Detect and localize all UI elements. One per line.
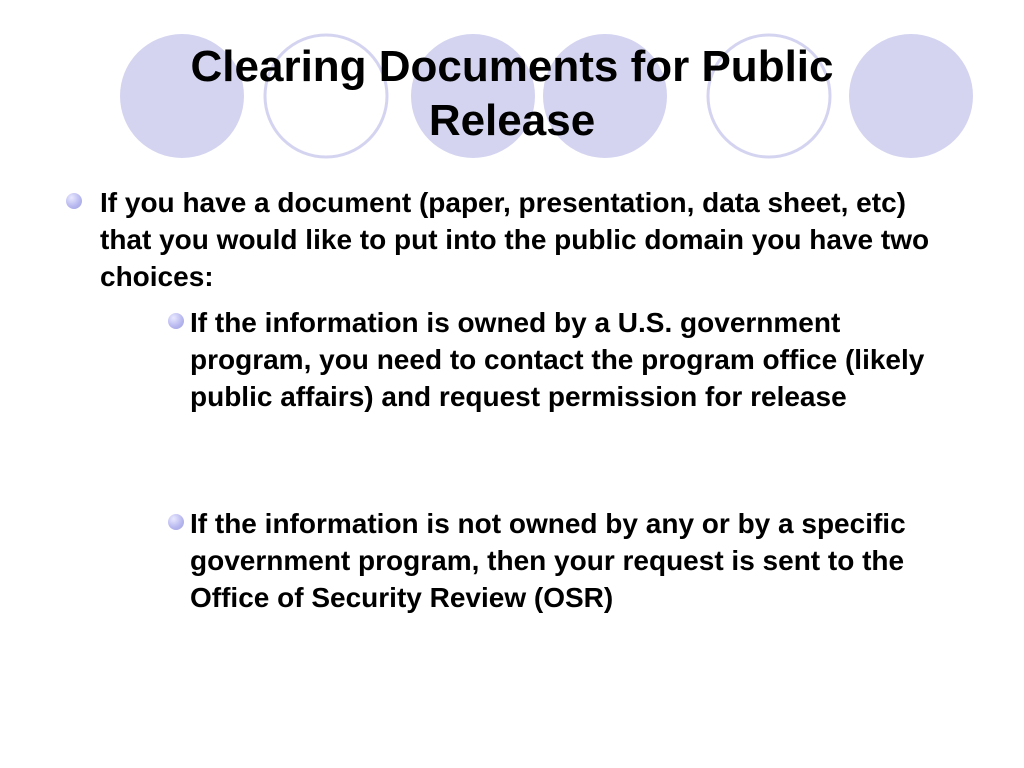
bullet-level2-first: If the information is owned by a U.S. government program, you need to contact the program office (likely public affairs) and request permission for release (190, 307, 925, 412)
bullet-level2-second: If the information is not owned by any or by a specific government program, then your request is sent to the Office of Security Review (OSR) (190, 508, 906, 613)
bullet-dot-icon (66, 193, 82, 209)
bullet-level1: If you have a document (paper, presentation, data sheet, etc) that you would like to put into the public domain you have two choices: (100, 187, 930, 292)
slide-title: Clearing Documents for Public Release (190, 42, 834, 145)
bullet-dot-icon (168, 313, 184, 329)
bullet-dot-icon (168, 514, 184, 530)
